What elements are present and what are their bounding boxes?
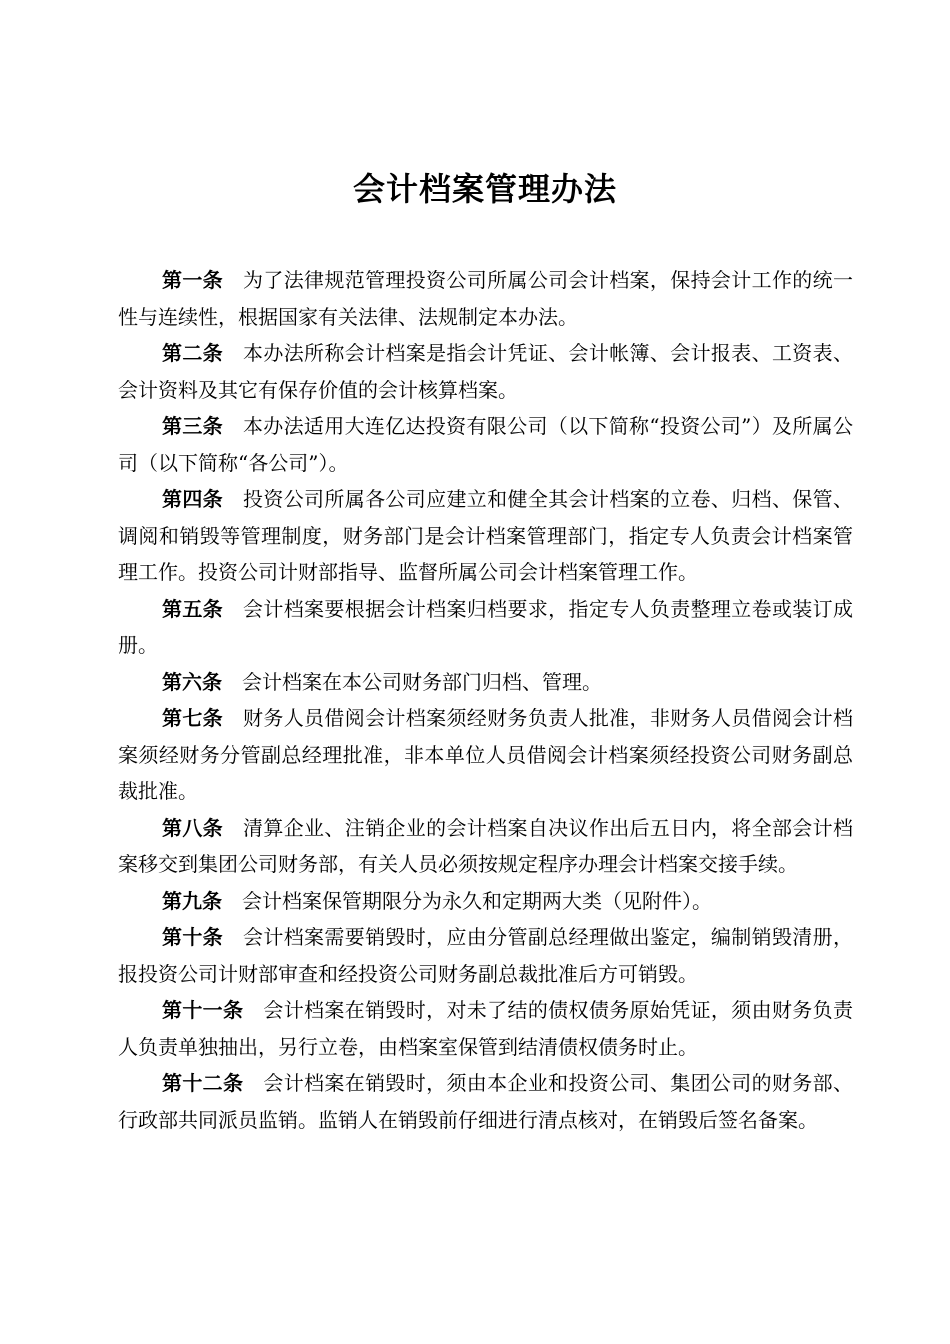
article-3 (118, 408, 853, 481)
article-text: 为了法律规范管理投资公司所属公司会计档案，保持会计工作的统一性与连续性，根据国家有关法律、法规制定本办法。 (118, 268, 853, 329)
article-text: 财务人员借阅会计档案须经财务负责人批准，非财务人员借阅会计档案须经财务分管副总经理批准，非本单位人员借阅会计档案须经投资公司财务副总裁批准。 (118, 706, 853, 803)
article-7 (118, 700, 853, 810)
article-5 (118, 591, 853, 664)
article-text: 会计档案在本公司财务部门归档、管理。 (242, 669, 602, 694)
article-2 (118, 335, 853, 408)
article-label: 第一条 (162, 268, 224, 292)
article-label: 第三条 (162, 414, 223, 438)
article-4 (118, 481, 853, 591)
article-6 (118, 664, 853, 701)
article-label: 第八条 (162, 815, 224, 840)
article-1 (118, 262, 853, 335)
article-list (118, 262, 853, 1138)
article-text: 投资公司所属各公司应建立和健全其会计档案的立卷、归档、保管、调阅和销毁等管理制度，财务部门是会计档案管理部门，指定专人负责会计档案管理工作。投资公司计财部指导、监督所属公司会计档案管理工作。 (118, 487, 853, 584)
article-text: 会计档案保管期限分为永久和定期两大类（见附件）。 (242, 888, 712, 913)
article-label: 第九条 (162, 888, 222, 913)
article-label: 第七条 (162, 706, 224, 730)
article-11 (118, 992, 853, 1065)
article-label: 第十一条 (162, 998, 244, 1022)
article-label: 第十条 (162, 925, 224, 949)
article-text: 本办法所称会计档案是指会计凭证、会计帐簿、会计报表、工资表、会计资料及其它有保存价值的会计核算档案。 (118, 341, 853, 402)
article-text: 清算企业、注销企业的会计档案自决议作出后五日内，将全部会计档案移交到集团公司财务部，有关人员必须按规定程序办理会计档案交接手续。 (118, 815, 853, 876)
article-text: 会计档案在销毁时，须由本企业和投资公司、集团公司的财务部、行政部共同派员监销。监销人在销毁前仔细进行清点核对，在销毁后签名备案。 (118, 1071, 853, 1132)
article-10 (118, 919, 853, 992)
article-label: 第六条 (162, 669, 222, 694)
article-text: 会计档案在销毁时，对未了结的债权债务原始凭证，须由财务负责人负责单独抽出，另行立卷，由档案室保管到结清债权债务时止。 (118, 998, 853, 1059)
article-label: 第二条 (162, 341, 224, 365)
article-12 (118, 1065, 853, 1138)
article-text: 本办法适用大连亿达投资有限公司（以下简称“投资公司”）及所属公司（以下简称“各公司”）。 (118, 414, 854, 475)
article-label: 第十二条 (162, 1071, 244, 1095)
article-label: 第四条 (162, 487, 224, 511)
article-8 (118, 810, 853, 883)
article-text: 会计档案要根据会计档案归档要求，指定专人负责整理立卷或装订成册。 (118, 596, 853, 657)
document-title: 会计档案管理办法 (352, 170, 617, 208)
article-label: 第五条 (162, 596, 224, 621)
article-text: 会计档案需要销毁时，应由分管副总经理做出鉴定，编制销毁清册，报投资公司计财部审查和经投资公司财务副总裁批准后方可销毁。 (118, 925, 853, 986)
article-9 (118, 883, 853, 920)
